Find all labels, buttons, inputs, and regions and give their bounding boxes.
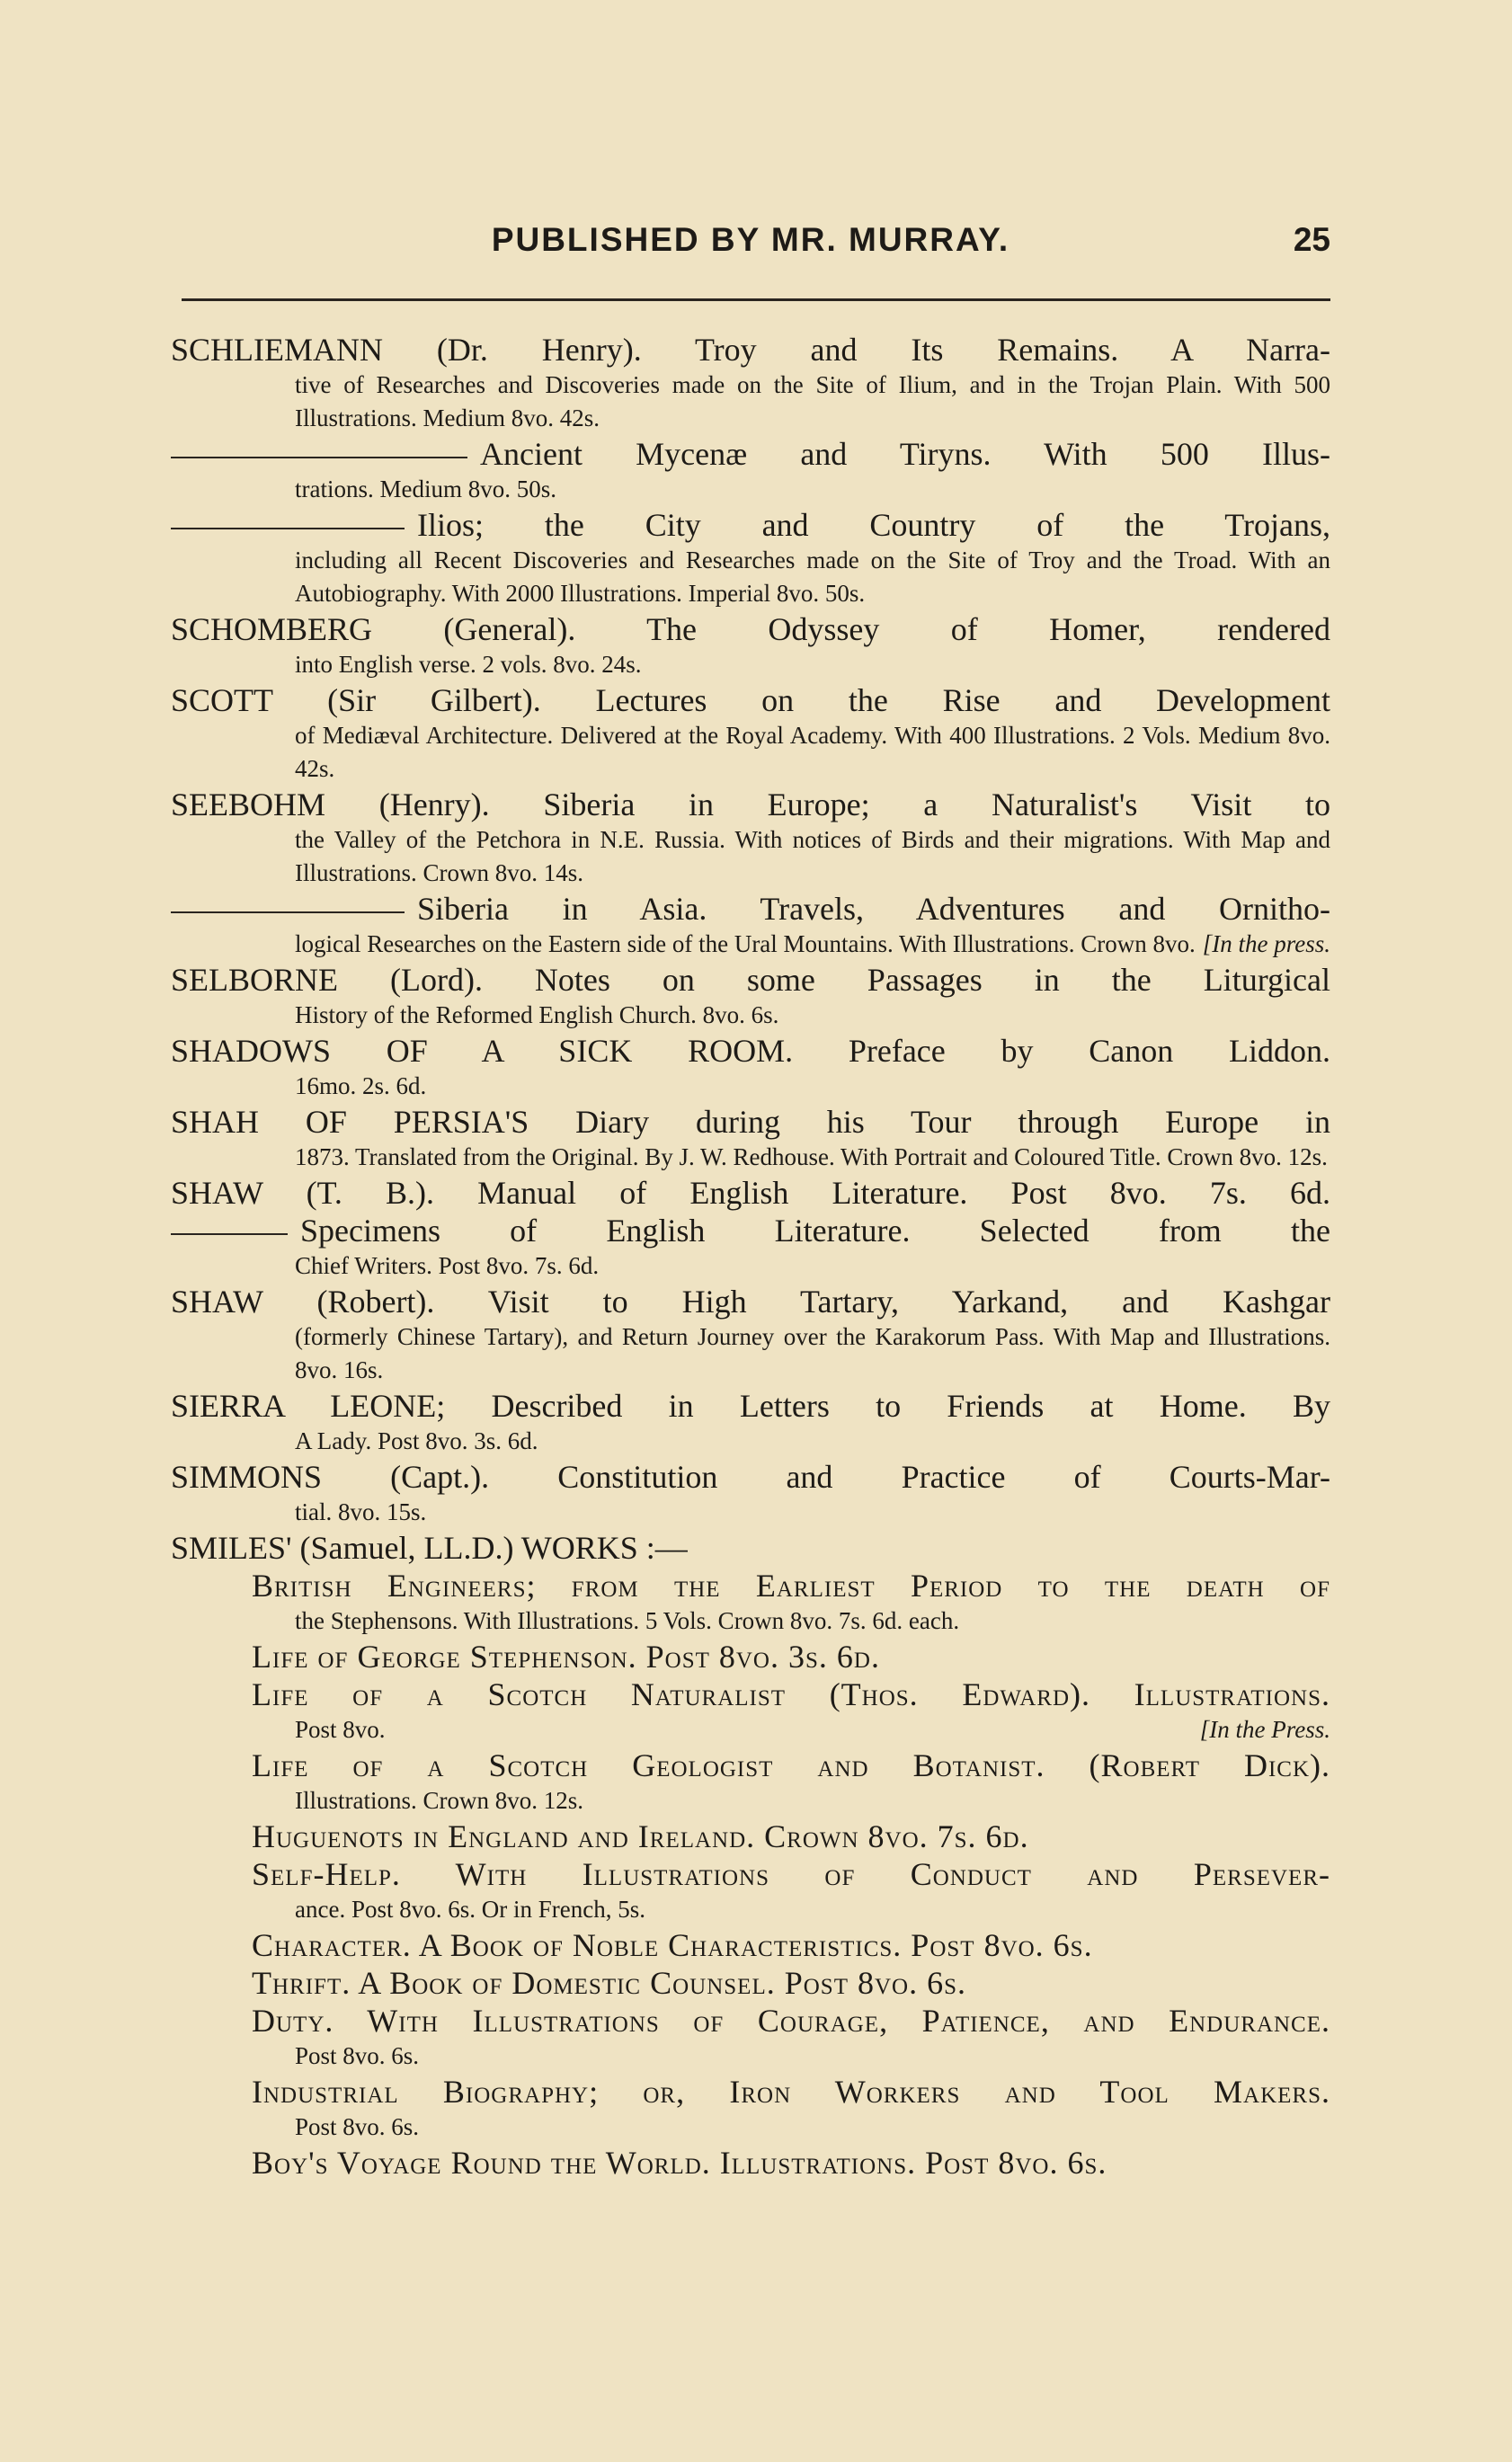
- catalogue-entry: [171, 1212, 1330, 1283]
- press-note: [In the Press.: [1199, 1716, 1330, 1743]
- entry-title-text: Ilios; the City and Country of the Trojans,: [417, 507, 1330, 543]
- work-title-text: Duty. With Illustrations of Courage, Patience, and Endurance.: [252, 2003, 1330, 2039]
- entry-description: 16mo. 2s. 6d.: [295, 1072, 427, 1099]
- works-entry: [171, 1675, 1330, 1747]
- entry-description: the Valley of the Petchora in N.E. Russia. With notices of Birds and their migrations. With Map and Illustrations. Crown 8vo. 14s.: [295, 826, 1330, 886]
- catalogue-entry: [171, 1458, 1330, 1529]
- catalogue-entry: [171, 1283, 1330, 1387]
- entry-description: tial. 8vo. 15s.: [295, 1498, 427, 1525]
- entry-title: SIERRA LEONE; Described in Letters to Friends at Home. By: [171, 1388, 1330, 1424]
- work-title: [171, 2073, 1330, 2111]
- works-entry: [171, 1818, 1330, 1855]
- entry-title: SELBORNE (Lord). Notes on some Passages in the Liturgical: [171, 962, 1330, 998]
- work-title-text: Thrift. A Book of Domestic Counsel. Post 8vo. 6s.: [252, 1965, 966, 2001]
- work-title: [171, 1818, 1330, 1855]
- entry-description: 1873. Translated from the Original. By J. W. Redhouse. With Portrait and Coloured Title. Crown 8vo. 12s.: [295, 1143, 1328, 1170]
- work-title-text: Character. A Book of Noble Characteristics. Post 8vo. 6s.: [252, 1927, 1093, 1963]
- work-title-text: Boy's Voyage Round the World. Illustrations. Post 8vo. 6s.: [252, 2145, 1107, 2181]
- ditto-rule: [171, 911, 405, 913]
- catalogue-entry: [171, 435, 1330, 506]
- entry-description: [171, 928, 1330, 961]
- work-title: [171, 1747, 1330, 1784]
- work-description: the Stephensons. With Illustrations. 5 Vols. Crown 8vo. 7s. 6d. each.: [295, 1607, 960, 1634]
- work-description: ance. Post 8vo. 6s. Or in French, 5s.: [295, 1896, 645, 1923]
- work-title: [171, 2002, 1330, 2040]
- work-title-text: Self-Help. With Illustrations of Conduct and Persever-: [252, 1856, 1330, 1892]
- work-title-text: British Engineers; from the Earliest Period to the death of: [252, 1568, 1330, 1604]
- entry-description: (formerly Chinese Tartary), and Return Journey over the Karakorum Pass. With Map and Illustrations. 8vo. 16s.: [295, 1323, 1330, 1383]
- work-description: [171, 1713, 1330, 1747]
- running-title: PUBLISHED BY MR. MURRAY.: [491, 221, 1010, 258]
- works-entry: [171, 1964, 1330, 2002]
- works-entry: [171, 1855, 1330, 1926]
- entry-title: SCHLIEMANN (Dr. Henry). Troy and Its Remains. A Narra-: [171, 332, 1330, 368]
- entry-title: SIMMONS (Capt.). Constitution and Practice of Courts-Mar-: [171, 1459, 1330, 1495]
- catalogue-entry: [171, 786, 1330, 890]
- work-description: Post 8vo. 6s.: [295, 2113, 420, 2140]
- entry-title: SHAW (T. B.). Manual of English Literature. Post 8vo. 7s. 6d.: [171, 1175, 1330, 1211]
- catalogue-entry: [171, 1103, 1330, 1174]
- entry-title-text: Specimens of English Literature. Selected from the: [300, 1213, 1330, 1249]
- entry-description: trations. Medium 8vo. 50s.: [295, 476, 556, 502]
- page-number: 25: [1293, 221, 1330, 258]
- entry-description: History of the Reformed English Church. 8vo. 6s.: [295, 1001, 779, 1028]
- entry-title: SEEBOHM (Henry). Siberia in Europe; a Naturalist's Visit to: [171, 787, 1330, 822]
- entry-title: SCHOMBERG (General). The Odyssey of Homer, rendered: [171, 611, 1330, 647]
- catalogue-entry: [171, 681, 1330, 786]
- work-title-text: Life of George Stephenson. Post 8vo. 3s. 6d.: [252, 1639, 880, 1675]
- entry-title: SCOTT (Sir Gilbert). Lectures on the Rise and Development: [171, 682, 1330, 718]
- works-entry: [171, 2002, 1330, 2073]
- header-rule: [182, 298, 1330, 301]
- work-title: [171, 2144, 1330, 2182]
- works-entry: [171, 1567, 1330, 1638]
- entry-title: [171, 506, 1330, 544]
- entry-description: including all Recent Discoveries and Researches made on the Site of Troy and the Troad. With an Autobiography. With 2000 Illustrations. Imperial 8vo. 50s.: [295, 547, 1330, 607]
- entry-description: Chief Writers. Post 8vo. 7s. 6d.: [295, 1252, 600, 1279]
- entry-description: A Lady. Post 8vo. 3s. 6d.: [295, 1427, 538, 1454]
- work-description: Post 8vo. 6s.: [295, 2042, 420, 2069]
- work-title-text: Life of a Scotch Geologist and Botanist. (Robert Dick).: [252, 1747, 1330, 1783]
- ditto-rule: [171, 457, 467, 458]
- catalogue-list: [171, 331, 1330, 2182]
- works-entry: [171, 1747, 1330, 1818]
- catalogue-entry: [171, 1387, 1330, 1458]
- catalogue-entry: [171, 961, 1330, 1032]
- work-description-text: Post 8vo.: [295, 1716, 386, 1743]
- catalogue-entry: [171, 1032, 1330, 1103]
- entry-title: SMILES' (Samuel, LL.D.) WORKS :—: [171, 1530, 688, 1566]
- work-title-text: Life of a Scotch Naturalist (Thos. Edward). Illustrations.: [252, 1676, 1330, 1712]
- entry-title-text: Ancient Mycenæ and Tiryns. With 500 Illus-: [480, 436, 1330, 472]
- catalogue-entry: [171, 890, 1330, 961]
- work-title: [171, 1964, 1330, 2002]
- works-entry: [171, 1926, 1330, 1964]
- work-title: [171, 1675, 1330, 1713]
- entry-description: of Mediæval Architecture. Delivered at the Royal Academy. With 400 Illustrations. 2 Vols. Medium 8vo. 42s.: [295, 722, 1330, 782]
- catalogue-entry: [171, 610, 1330, 681]
- works-entry: [171, 2144, 1330, 2182]
- catalogue-entry: [171, 506, 1330, 610]
- works-entry: [171, 2073, 1330, 2144]
- catalogue-entry: [171, 1529, 1330, 1567]
- ditto-rule: [171, 1233, 288, 1235]
- work-title: [171, 1567, 1330, 1604]
- entry-description: tive of Researches and Discoveries made on the Site of Ilium, and in the Trojan Plain. With 500 Illustrations. Medium 8vo. 42s.: [295, 371, 1330, 431]
- catalogue-entry: [171, 1174, 1330, 1212]
- entry-title: SHAW (Robert). Visit to High Tartary, Yarkand, and Kashgar: [171, 1284, 1330, 1320]
- catalogue-entry: [171, 331, 1330, 435]
- entry-title: SHADOWS OF A SICK ROOM. Preface by Canon Liddon.: [171, 1033, 1330, 1069]
- entry-title: [171, 890, 1330, 928]
- entry-title-text: Siberia in Asia. Travels, Adventures and Ornitho-: [417, 891, 1330, 927]
- press-note: [In the press.: [1202, 930, 1330, 957]
- work-title: [171, 1855, 1330, 1893]
- entry-title: [171, 1212, 1330, 1249]
- entry-description: into English verse. 2 vols. 8vo. 24s.: [295, 651, 642, 678]
- page-header: [171, 216, 1330, 279]
- works-entry: [171, 1638, 1330, 1675]
- work-title: [171, 1926, 1330, 1964]
- work-title: [171, 1638, 1330, 1675]
- entry-description-text: logical Researches on the Eastern side of the Ural Mountains. With Illustrations. Crown 8vo.: [295, 930, 1196, 957]
- work-title-text: Huguenots in England and Ireland. Crown 8vo. 7s. 6d.: [252, 1818, 1029, 1854]
- work-description: Illustrations. Crown 8vo. 12s.: [295, 1787, 583, 1814]
- entry-title: [171, 435, 1330, 473]
- ditto-rule: [171, 528, 405, 529]
- work-title-text: Industrial Biography; or, Iron Workers and Tool Makers.: [252, 2074, 1330, 2110]
- book-page: [171, 216, 1330, 2181]
- entry-title: SHAH OF PERSIA'S Diary during his Tour through Europe in: [171, 1104, 1330, 1140]
